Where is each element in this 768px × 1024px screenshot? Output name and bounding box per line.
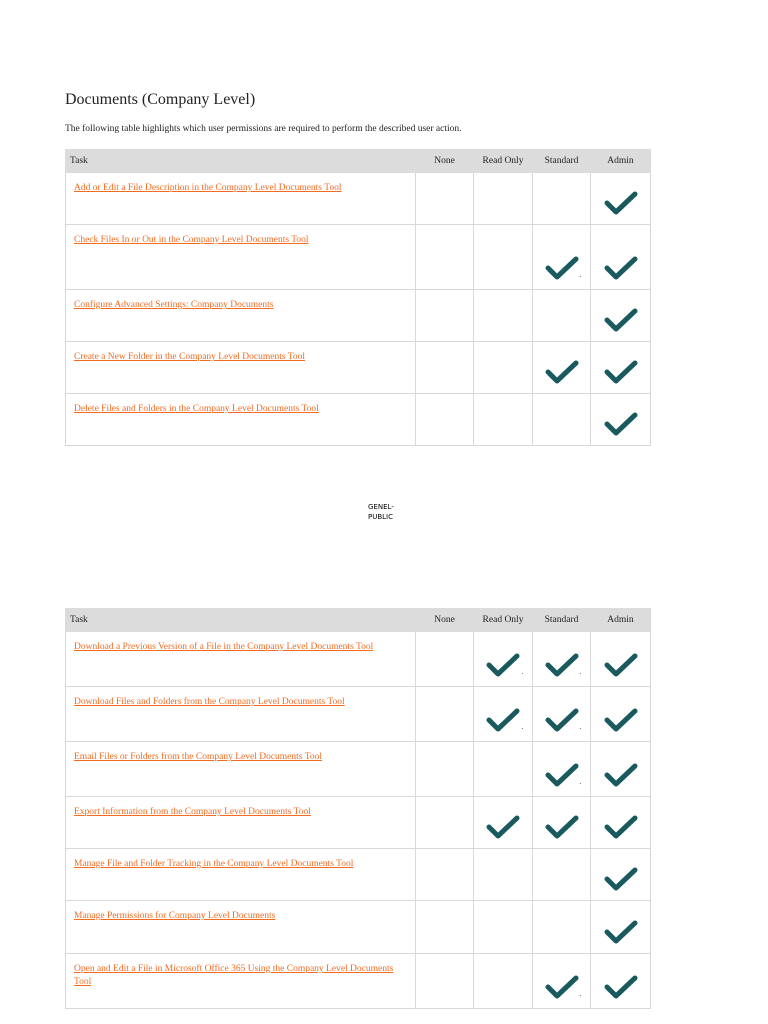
- task-cell: [66, 901, 416, 954]
- table-row: [66, 342, 651, 394]
- table-row: [66, 173, 651, 225]
- checkmark-icon: [533, 814, 590, 842]
- permission-cell-standard: [533, 342, 591, 394]
- task-cell: [66, 742, 416, 797]
- page-title: Documents (Company Level): [65, 91, 256, 108]
- task-link[interactable]: Manage Permissions for Company Level Documents: [74, 911, 276, 921]
- permission-cell-read-only: [474, 173, 533, 225]
- permission-cell-admin: [591, 687, 651, 742]
- column-header-standard: Standard: [533, 609, 591, 632]
- permission-cell-none: [416, 632, 474, 687]
- task-link[interactable]: Delete Files and Folders in the Company Level Documents Tool: [74, 404, 319, 414]
- footnote-mark: •: [579, 993, 581, 998]
- permission-cell-none: [416, 797, 474, 849]
- permission-cell-standard: [533, 742, 591, 797]
- task-cell: [66, 954, 416, 1009]
- task-link[interactable]: Email Files or Folders from the Company Level Documents Tool: [74, 752, 322, 762]
- checkmark-icon: [533, 652, 590, 680]
- task-link[interactable]: Create a New Folder in the Company Level Documents Tool: [74, 352, 306, 362]
- task-link[interactable]: Configure Advanced Settings: Company Documents: [74, 300, 274, 310]
- column-header-task: Task: [66, 150, 416, 173]
- task-cell: [66, 849, 416, 901]
- permission-cell-none: [416, 901, 474, 954]
- task-cell: [66, 687, 416, 742]
- permission-cell-standard: [533, 394, 591, 446]
- permission-cell-none: [416, 687, 474, 742]
- table-header-row: [66, 609, 651, 632]
- permission-cell-admin: [591, 342, 651, 394]
- table-row: [66, 954, 651, 1009]
- table-row: [66, 225, 651, 290]
- table-row: [66, 687, 651, 742]
- permission-cell-read-only: [474, 225, 533, 290]
- checkmark-icon: [474, 652, 532, 680]
- permission-cell-none: [416, 849, 474, 901]
- permissions-table-1: [65, 149, 651, 446]
- task-cell: [66, 290, 416, 342]
- checkmark-icon: [474, 707, 532, 735]
- permission-cell-read-only: [474, 849, 533, 901]
- footnote-mark: •: [579, 274, 581, 279]
- checkmark-icon: [591, 762, 650, 790]
- permission-cell-admin: [591, 394, 651, 446]
- column-header-task: Task: [66, 609, 416, 632]
- column-header-admin: Admin: [591, 150, 651, 173]
- column-header-standard: Standard: [533, 150, 591, 173]
- permission-cell-admin: [591, 849, 651, 901]
- permission-cell-read-only: [474, 290, 533, 342]
- permission-cell-read-only: [474, 394, 533, 446]
- checkmark-icon: [533, 255, 590, 283]
- permission-cell-standard: [533, 290, 591, 342]
- checkmark-icon: [591, 919, 650, 947]
- task-cell: [66, 173, 416, 225]
- permission-cell-none: [416, 954, 474, 1009]
- column-header-none: None: [416, 150, 474, 173]
- permission-cell-admin: [591, 290, 651, 342]
- footnote-mark: •: [521, 726, 523, 731]
- table-row: [66, 394, 651, 446]
- table-row: [66, 632, 651, 687]
- table-row: [66, 901, 651, 954]
- footnote-mark: •: [579, 781, 581, 786]
- permission-cell-read-only: [474, 954, 533, 1009]
- task-cell: [66, 394, 416, 446]
- task-cell: [66, 225, 416, 290]
- footnote-mark: •: [521, 671, 523, 676]
- column-header-admin: Admin: [591, 609, 651, 632]
- permission-cell-none: [416, 394, 474, 446]
- footnote-mark: •: [579, 726, 581, 731]
- column-header-read-only: Read Only: [474, 150, 533, 173]
- table-row: [66, 742, 651, 797]
- permission-cell-read-only: [474, 342, 533, 394]
- permission-cell-read-only: [474, 632, 533, 687]
- task-link[interactable]: Add or Edit a File Description in the Company Level Documents Tool: [74, 183, 342, 193]
- permission-cell-admin: [591, 901, 651, 954]
- permission-cell-read-only: [474, 687, 533, 742]
- permission-cell-standard: [533, 849, 591, 901]
- permission-cell-standard: [533, 687, 591, 742]
- checkmark-icon: [591, 707, 650, 735]
- permission-cell-none: [416, 290, 474, 342]
- permission-cell-admin: [591, 225, 651, 290]
- checkmark-icon: [591, 190, 650, 218]
- task-link[interactable]: Export Information from the Company Level Documents Tool: [74, 807, 311, 817]
- permission-cell-admin: [591, 954, 651, 1009]
- permissions-table-2: [65, 608, 651, 1009]
- permission-cell-admin: [591, 742, 651, 797]
- checkmark-icon: [533, 974, 590, 1002]
- checkmark-icon: [474, 814, 532, 842]
- permission-cell-standard: [533, 632, 591, 687]
- checkmark-icon: [591, 307, 650, 335]
- checkmark-icon: [591, 411, 650, 439]
- table-row: [66, 797, 651, 849]
- permission-cell-read-only: [474, 901, 533, 954]
- task-link[interactable]: Download Files and Folders from the Company Level Documents Tool: [74, 697, 345, 707]
- task-cell: [66, 632, 416, 687]
- classification-line-1: GENEL-: [368, 503, 394, 511]
- checkmark-icon: [591, 652, 650, 680]
- permission-cell-read-only: [474, 742, 533, 797]
- table-row: [66, 849, 651, 901]
- checkmark-icon: [591, 866, 650, 894]
- permission-cell-standard: [533, 901, 591, 954]
- checkmark-icon: [591, 359, 650, 387]
- permission-cell-none: [416, 173, 474, 225]
- permission-cell-none: [416, 342, 474, 394]
- checkmark-icon: [533, 359, 590, 387]
- column-header-none: None: [416, 609, 474, 632]
- permission-cell-admin: [591, 632, 651, 687]
- permission-cell-standard: [533, 954, 591, 1009]
- checkmark-icon: [533, 762, 590, 790]
- task-link[interactable]: Open and Edit a File in Microsoft Office 365 Using the Company Level Documents Tool: [74, 964, 394, 987]
- permission-cell-standard: [533, 173, 591, 225]
- task-link[interactable]: Manage File and Folder Tracking in the Company Level Documents Tool: [74, 859, 354, 869]
- classification-label: [368, 502, 394, 522]
- task-link[interactable]: Check Files In or Out in the Company Level Documents Tool: [74, 235, 309, 245]
- task-link[interactable]: Download a Previous Version of a File in the Company Level Documents Tool: [74, 642, 374, 652]
- checkmark-icon: [591, 255, 650, 283]
- permission-cell-standard: [533, 797, 591, 849]
- permission-cell-standard: [533, 225, 591, 290]
- checkmark-icon: [533, 707, 590, 735]
- footnote-mark: •: [579, 671, 581, 676]
- permission-cell-none: [416, 225, 474, 290]
- task-cell: [66, 342, 416, 394]
- table-row: [66, 290, 651, 342]
- permission-cell-admin: [591, 797, 651, 849]
- checkmark-icon: [591, 974, 650, 1002]
- intro-text: The following table highlights which user permissions are required to perform the described user action.: [65, 124, 462, 134]
- checkmark-icon: [591, 814, 650, 842]
- classification-line-2: PUBLIC: [368, 513, 393, 521]
- permission-cell-none: [416, 742, 474, 797]
- permission-cell-admin: [591, 173, 651, 225]
- task-cell: [66, 797, 416, 849]
- permission-cell-read-only: [474, 797, 533, 849]
- column-header-read-only: Read Only: [474, 609, 533, 632]
- table-header-row: [66, 150, 651, 173]
